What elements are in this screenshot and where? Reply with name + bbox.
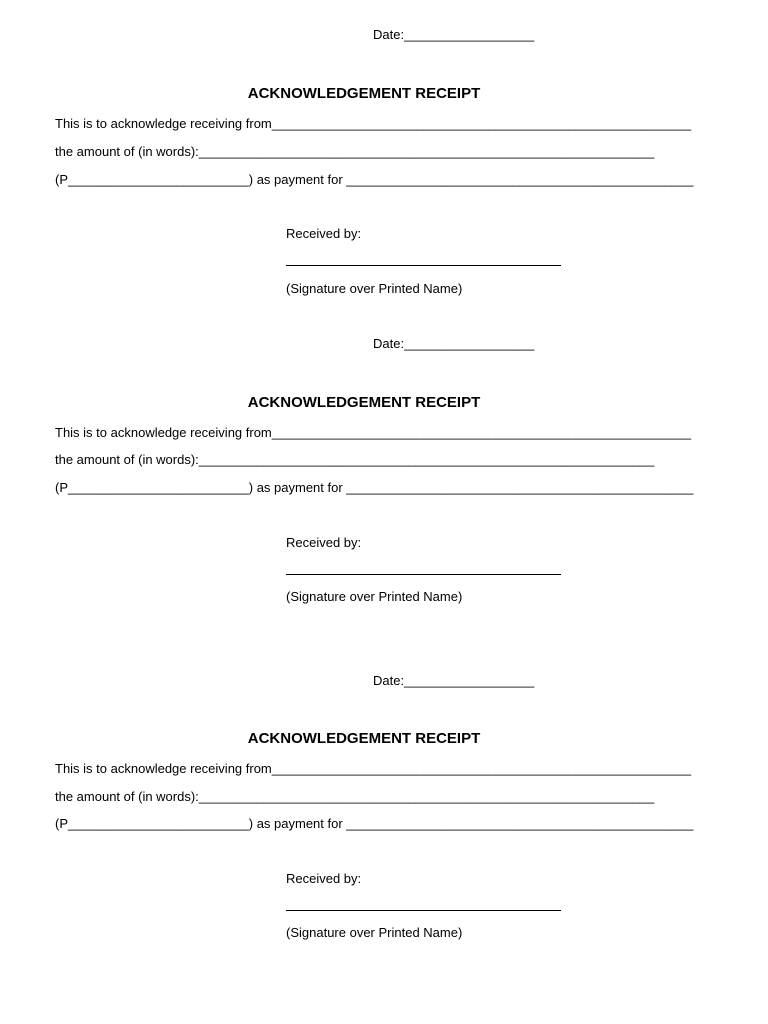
received-by-label: Received by: — [286, 226, 362, 241]
received-from-line: This is to acknowledge receiving from__________________________________________________________ — [55, 425, 692, 440]
amount-in-words-line: the amount of (in words):_______________________________________________________________ — [55, 452, 655, 467]
payment-for-line: (P_________________________) as payment for ________________________________________________ — [55, 172, 694, 187]
received-from-line: This is to acknowledge receiving from__________________________________________________________ — [55, 116, 692, 131]
signature-line — [286, 910, 561, 911]
date-field: Date:__________________ — [373, 673, 535, 688]
received-by-label: Received by: — [286, 535, 362, 550]
signature-caption: (Signature over Printed Name) — [286, 925, 463, 940]
amount-in-words-line: the amount of (in words):_______________________________________________________________ — [55, 789, 655, 804]
payment-for-line: (P_________________________) as payment for ________________________________________________ — [55, 816, 694, 831]
amount-in-words-line: the amount of (in words):_______________________________________________________________ — [55, 144, 655, 159]
receipt-title: ACKNOWLEDGEMENT RECEIPT — [247, 394, 481, 411]
signature-line — [286, 574, 561, 575]
receipt-title: ACKNOWLEDGEMENT RECEIPT — [247, 85, 481, 102]
received-from-line: This is to acknowledge receiving from__________________________________________________________ — [55, 761, 692, 776]
received-by-label: Received by: — [286, 871, 362, 886]
signature-caption: (Signature over Printed Name) — [286, 281, 463, 296]
payment-for-line: (P_________________________) as payment for ________________________________________________ — [55, 480, 694, 495]
receipt-title: ACKNOWLEDGEMENT RECEIPT — [247, 730, 481, 747]
signature-line — [286, 265, 561, 266]
date-field: Date:__________________ — [373, 336, 535, 351]
date-field: Date:__________________ — [373, 27, 535, 42]
signature-caption: (Signature over Printed Name) — [286, 589, 463, 604]
